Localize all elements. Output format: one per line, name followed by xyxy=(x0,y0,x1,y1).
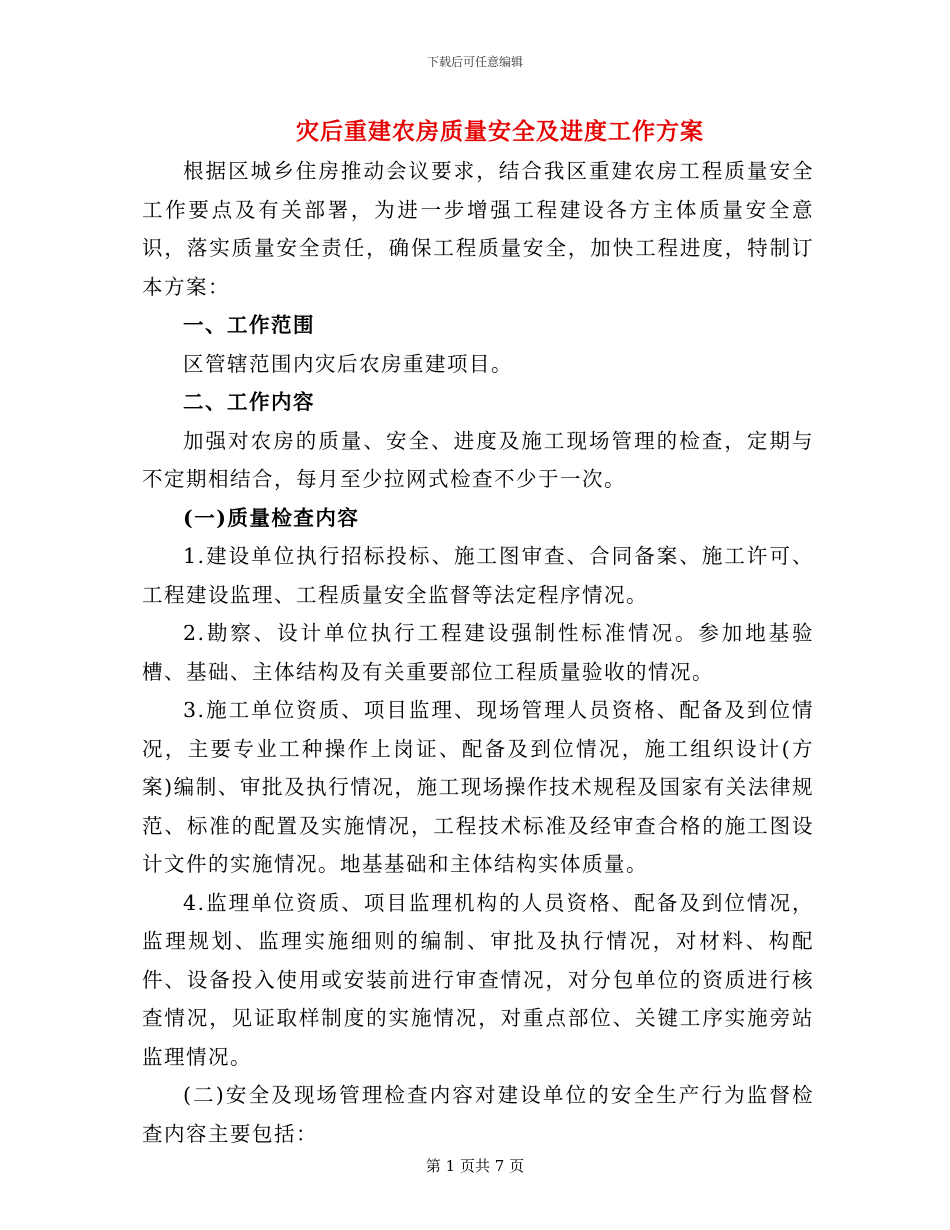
scope-paragraph: 区管辖范围内灾后农房重建项目。 xyxy=(183,351,513,376)
subsection-heading-quality: (一)质量检查内容 xyxy=(183,505,360,530)
page-number: 第 1 页共 7 页 xyxy=(425,1157,525,1175)
content-paragraph: 加强对农房的质量、安全、进度及施工现场管理的检查，定期与不定期相结合，每月至少拉网式检查不少于一次。 xyxy=(142,428,814,491)
document-title: 灾后重建农房质量安全及进度工作方案 xyxy=(296,118,704,145)
section-heading-content: 二、工作内容 xyxy=(183,390,315,414)
list-item-4: 4.监理单位资质、项目监理机构的人员资格、配备及到位情况，监理规划、监理实施细则的编制、审批及执行情况，对材料、构配件、设备投入使用或安装前进行审查情况，对分包单位的资质进行核查情况，见证取样制度的实施情况，对重点部位、关键工序实施旁站监理情况。 xyxy=(142,890,814,1069)
intro-paragraph: 根据区城乡住房推动会议要求，结合我区重建农房工程质量安全工作要点及有关部署，为进一步增强工程建设各方主体质量安全意识，落实质量安全责任，确保工程质量安全，加快工程进度，特制订本方案： xyxy=(142,159,814,299)
list-item-1: 1.建设单位执行招标投标、施工图审查、合同备案、施工许可、工程建设监理、工程质量安全监督等法定程序情况。 xyxy=(142,544,814,607)
list-item-2: 2.勘察、设计单位执行工程建设强制性标准情况。参加地基验槽、基础、主体结构及有关重要部位工程质量验收的情况。 xyxy=(142,621,814,684)
document-body xyxy=(142,152,814,1153)
list-item-3: 3.施工单位资质、项目监理、现场管理人员资格、配备及到位情况，主要专业工种操作上岗证、配备及到位情况，施工组织设计(方案)编制、审批及执行情况，施工现场操作技术规程及国家有关法律规范、标准的配置及实施情况，工程技术标准及经审查合格的施工图设计文件的实施情况。地基基础和主体结构实体质量。 xyxy=(142,698,814,876)
header-note: 下载后可任意编辑 xyxy=(426,55,523,69)
section-heading-scope: 一、工作范围 xyxy=(183,313,315,337)
subsection-safety-paragraph: (二)安全及现场管理检查内容对建设单位的安全生产行为监督检查内容主要包括： xyxy=(142,1083,814,1146)
